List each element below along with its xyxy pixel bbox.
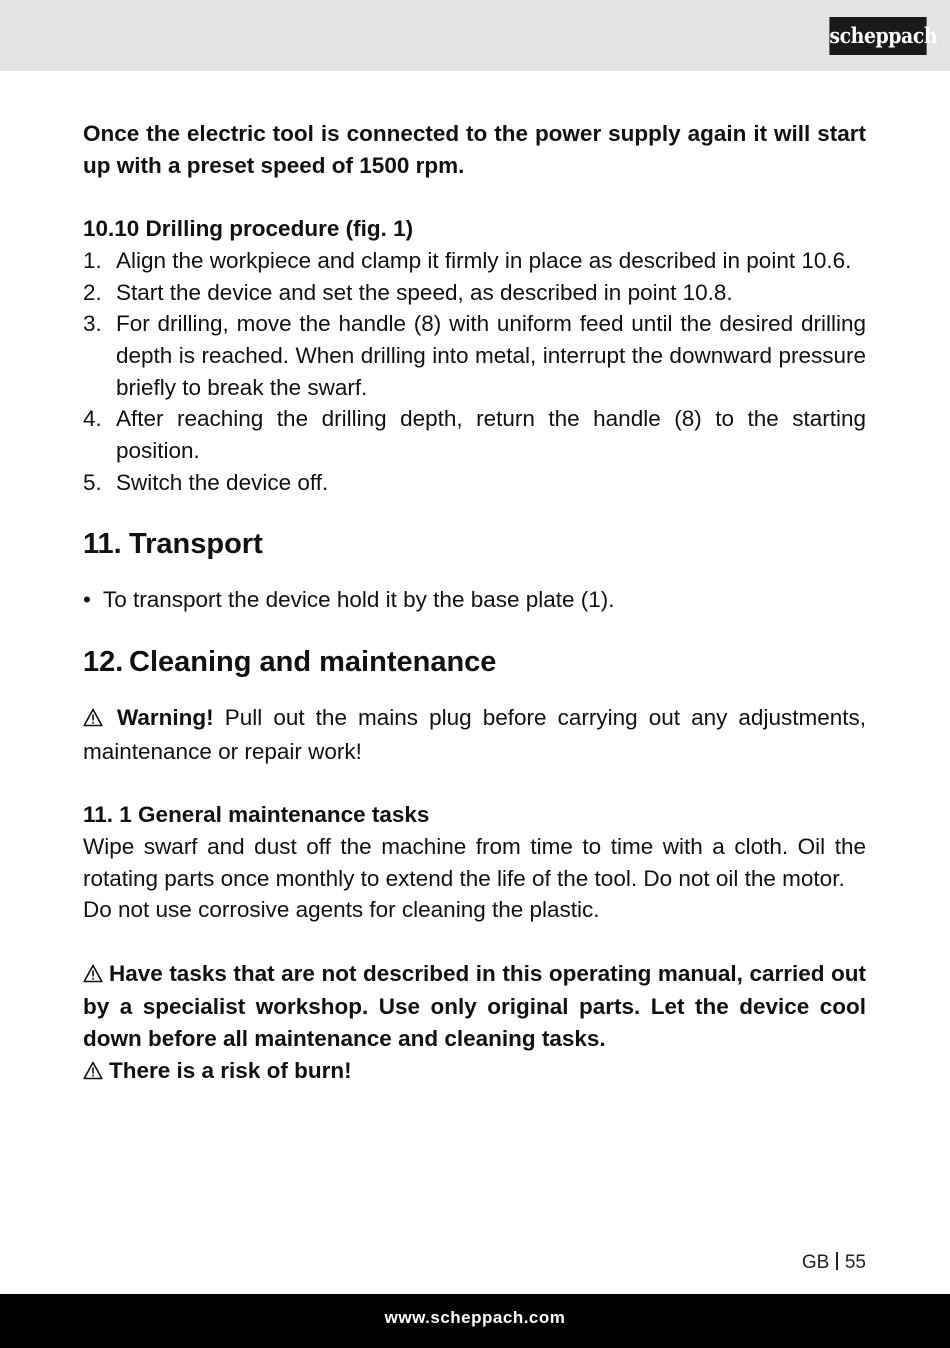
warning-triangle-icon [83, 960, 103, 992]
plastic-cleaning-note: Do not use corrosive agents for cleaning the plastic. [83, 897, 600, 923]
list-item [83, 308, 866, 403]
step-text: Switch the device off. [116, 469, 329, 495]
step-number: 2. [83, 279, 102, 305]
warning-triangle-icon [83, 1057, 103, 1089]
step-text: Align the workpiece and clamp it firmly in place as described in point 10.6. [116, 247, 852, 273]
notice-text: There is a risk of burn! [109, 1057, 352, 1083]
warning-triangle-icon [83, 704, 103, 736]
page-number-value: 55 [844, 1252, 866, 1273]
section-heading-transport [83, 524, 866, 564]
footer-url: www.scheppach.com [384, 1308, 566, 1327]
warning-label: Warning! [117, 705, 214, 731]
maintenance-paragraph: Wipe swarf and dust off the machine from time to time with a cloth. Oil the rotating parts once monthly to extend the life of the tool. Do not oil the motor. [83, 833, 866, 891]
list-item [83, 467, 866, 499]
page-content [83, 118, 866, 1089]
brand-logo: scheppach [829, 17, 926, 55]
section-number: 11. [83, 528, 122, 561]
notice-text: Have tasks that are not described in this operating manual, carried out by a specialist workshop. Use only original parts. Let the device cool down before all maintenance and cleaning tasks. [83, 960, 866, 1052]
step-text: Start the device and set the speed, as described in point 10.8. [116, 279, 733, 305]
section-heading-cleaning [83, 642, 866, 682]
page-number [802, 1252, 866, 1274]
step-number: 4. [83, 406, 102, 432]
transport-bullet-item [83, 584, 866, 616]
header-bar [0, 0, 950, 71]
bullet-icon: • [83, 587, 91, 613]
footer-bar [0, 1294, 950, 1348]
section-number: 12. [83, 646, 124, 679]
step-number: 5. [83, 469, 102, 495]
divider [836, 1252, 838, 1270]
list-item [83, 277, 866, 309]
drilling-steps [83, 245, 866, 499]
drilling-heading: 10.10 Drilling procedure (fig. 1) [83, 216, 414, 242]
step-text: After reaching the drilling depth, return the handle (8) to the starting position. [116, 406, 866, 464]
section-title: Transport [129, 528, 263, 561]
bullet-text: To transport the device hold it by the base plate (1). [103, 587, 615, 613]
intro-note: Once the electric tool is connected to the power supply again it will start up with a preset speed of 1500 rpm. [83, 121, 866, 178]
section-title: Cleaning and maintenance [129, 646, 497, 679]
burn-notice [83, 1055, 866, 1089]
step-number: 3. [83, 311, 102, 337]
warning-paragraph [83, 702, 866, 767]
language-code: GB [801, 1252, 830, 1273]
maintenance-subheading: 11. 1 General maintenance tasks [83, 802, 430, 828]
workshop-notice [83, 958, 866, 1055]
list-item [83, 245, 866, 277]
list-item [83, 403, 866, 466]
step-number: 1. [83, 247, 102, 273]
step-text: For drilling, move the handle (8) with uniform feed until the desired drilling depth is reached. When drilling into metal, interrupt the downward pressure briefly to break the swarf. [116, 311, 866, 400]
warning-text: Pull out the mains plug before carrying out any adjustments, maintenance or repair work! [83, 705, 866, 764]
